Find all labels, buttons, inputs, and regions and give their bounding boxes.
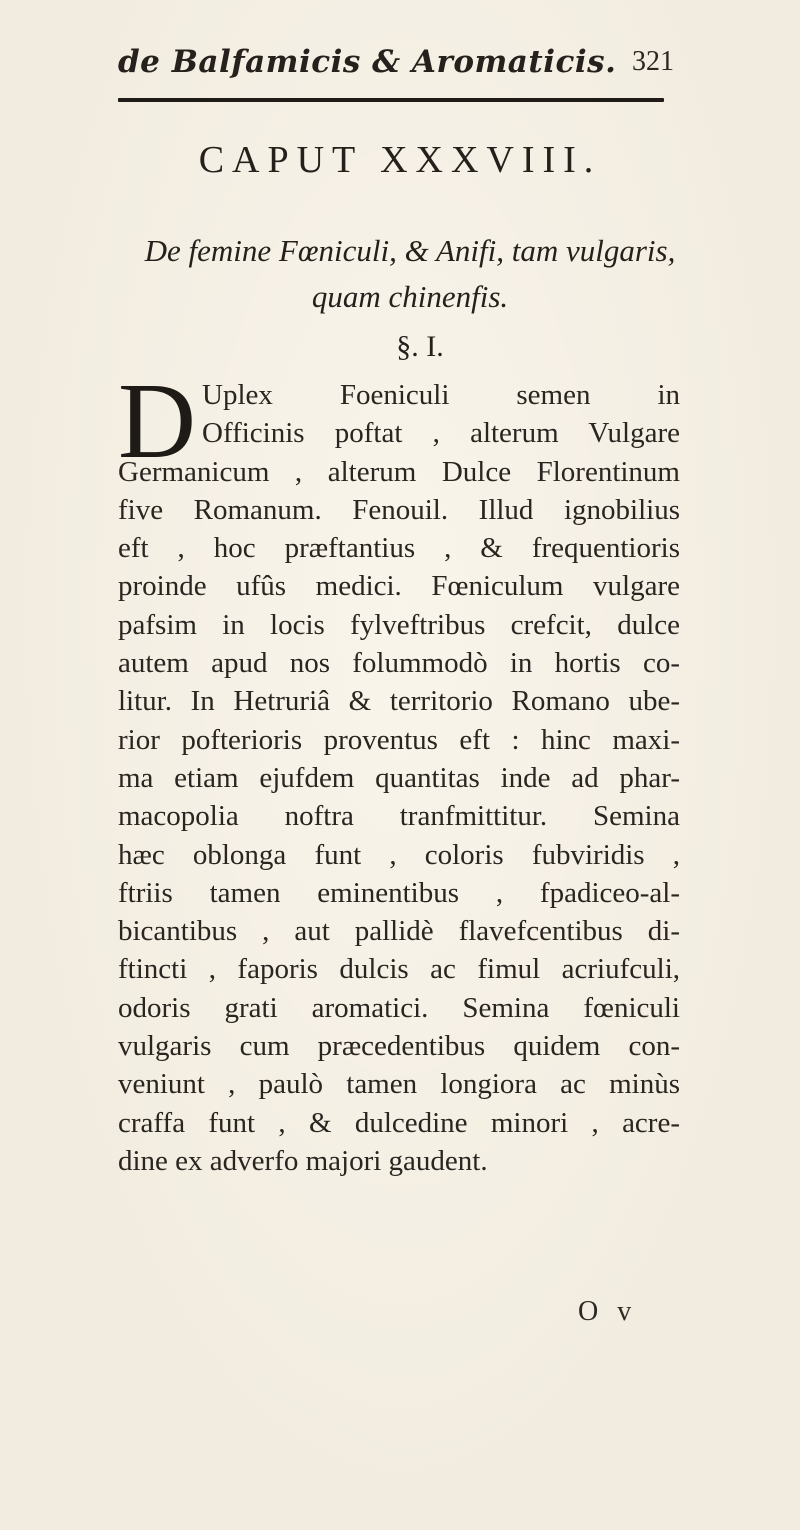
section-mark: §. I. bbox=[396, 330, 444, 363]
text-line: rior pofterioris proventus eft : hinc maxi- bbox=[118, 723, 680, 756]
text-line: craffa funt , & dulcedine minori , acre- bbox=[118, 1106, 680, 1139]
text-line: hæc oblonga funt , coloris fubviridis , bbox=[118, 838, 680, 871]
text-line: vulgaris cum præcedentibus quidem con- bbox=[118, 1030, 680, 1063]
text-line: bicantibus , aut pallidè flavefcentibus di- bbox=[118, 915, 680, 948]
text-line: ftriis tamen eminentibus , fpadiceo-al- bbox=[118, 876, 680, 909]
text-line: Germanicum , alterum Dulce Florentinum bbox=[118, 455, 680, 488]
chapter-subtitle-line-1: De femine Fœniculi, & Anifi, tam vulgaris, bbox=[144, 233, 676, 268]
running-head bbox=[0, 44, 800, 94]
text-line: autem apud nos folummodò in hortis co- bbox=[118, 647, 680, 680]
text-line: Uplex Foeniculi semen in bbox=[202, 379, 680, 411]
running-title: de Balfamicis & Aromaticis. bbox=[118, 44, 617, 80]
text-line: five Romanum. Fenouil. Illud ignobilius bbox=[118, 493, 680, 526]
catchword: O v bbox=[578, 1296, 638, 1327]
page-number: 321 bbox=[632, 46, 674, 77]
drop-cap: D bbox=[118, 362, 196, 481]
text-line: veniunt , paulò tamen longiora ac minùs bbox=[118, 1068, 680, 1101]
body-paragraph bbox=[118, 376, 680, 1180]
text-line: odoris grati aromatici. Semina fœniculi bbox=[118, 991, 680, 1024]
text-line: ma etiam ejufdem quantitas inde ad phar- bbox=[118, 761, 680, 794]
text-line: eft , hoc præftantius , & frequentioris bbox=[118, 532, 680, 565]
text-line: pafsim in locis fylveftribus crefcit, dulce bbox=[118, 608, 680, 641]
chapter-heading: CAPUT XXXVIII. bbox=[198, 139, 602, 181]
text-line: proinde ufûs medici. Fœniculum vulgare bbox=[118, 570, 680, 603]
header-rule bbox=[118, 98, 664, 102]
chapter-subtitle-line-2: quam chinenfis. bbox=[311, 279, 509, 314]
chapter-subtitle bbox=[130, 228, 690, 320]
text-line: litur. In Hetruriâ & territorio Romano ube- bbox=[118, 685, 680, 718]
text-line: ftincti , faporis dulcis ac fimul acriufculi, bbox=[118, 953, 680, 986]
text-line: Officinis poftat , alterum Vulgare bbox=[202, 417, 680, 450]
text-line: macopolia noftra tranfmittitur. Semina bbox=[118, 800, 680, 833]
text-line: dine ex adverfo majori gaudent. bbox=[118, 1144, 488, 1177]
